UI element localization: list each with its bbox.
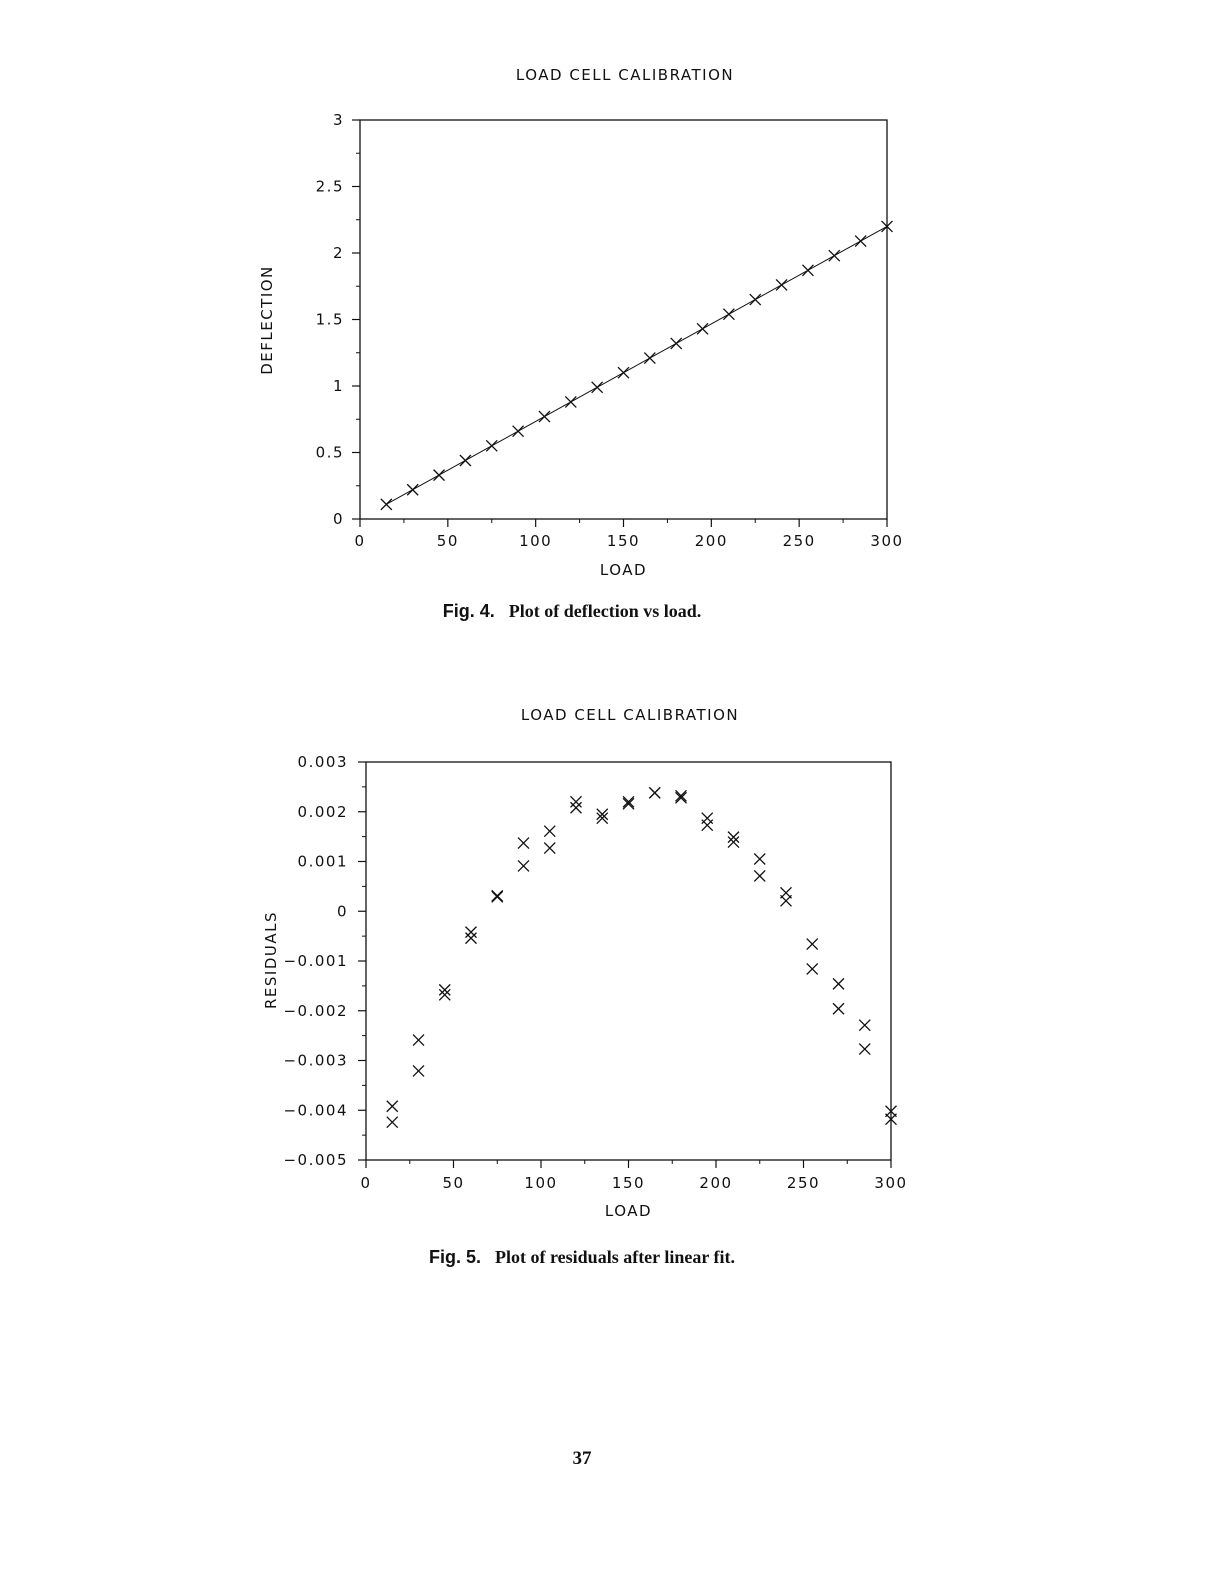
data-point-x-marker xyxy=(539,411,550,422)
data-point-x-marker xyxy=(439,989,450,1000)
y-axis-label: DEFLECTION xyxy=(258,265,276,375)
x-tick-label: 250 xyxy=(786,1174,821,1192)
x-tick-label: 100 xyxy=(519,532,553,550)
data-point-x-marker xyxy=(833,978,844,989)
y-tick-label: 0.002 xyxy=(297,802,348,821)
plot-frame xyxy=(360,120,887,519)
y-tick-label: 0.003 xyxy=(297,753,348,771)
figure-5-label: Fig. 5. xyxy=(429,1247,482,1267)
data-point-x-marker xyxy=(413,1065,424,1076)
x-tick-label: 50 xyxy=(442,1174,465,1192)
x-tick-label: 200 xyxy=(694,532,728,550)
y-tick-label: 0 xyxy=(332,510,344,528)
data-point-x-marker xyxy=(697,323,708,334)
x-tick-label: 150 xyxy=(606,532,641,550)
data-point-x-marker xyxy=(492,891,503,902)
chart-2 xyxy=(262,706,908,1220)
x-tick-label: 250 xyxy=(782,532,816,550)
data-point-x-marker xyxy=(676,790,687,801)
x-tick-label: 50 xyxy=(436,532,459,550)
data-point-x-marker xyxy=(829,250,840,261)
data-point-x-marker xyxy=(859,1020,870,1031)
chart-title: LOAD CELL CALIBRATION xyxy=(520,706,740,724)
y-tick-label: −0.002 xyxy=(283,1001,348,1020)
data-point-x-marker xyxy=(592,382,603,393)
data-point-x-marker xyxy=(723,309,734,320)
figure-4-label: Fig. 4. xyxy=(442,601,495,621)
data-point-x-marker xyxy=(439,984,450,995)
y-tick-label: −0.003 xyxy=(283,1051,348,1070)
data-point-x-marker xyxy=(381,499,392,510)
y-axis-label: RESIDUALS xyxy=(262,910,280,1010)
y-tick-label: 0.001 xyxy=(297,852,348,871)
data-point-x-marker xyxy=(623,798,634,809)
data-point-x-marker xyxy=(776,279,787,290)
y-tick-label: −0.001 xyxy=(283,952,348,970)
y-tick-label: 1 xyxy=(332,377,344,395)
x-tick-label: 0 xyxy=(360,1174,372,1192)
data-point-x-marker xyxy=(571,796,582,807)
data-point-x-marker xyxy=(807,963,818,974)
data-point-x-marker xyxy=(754,854,765,865)
x-tick-label: 300 xyxy=(874,1174,908,1192)
data-point-x-marker xyxy=(387,1117,398,1128)
data-point-x-marker xyxy=(618,367,629,378)
data-point-x-marker xyxy=(460,455,471,466)
x-axis-label: LOAD xyxy=(599,561,648,579)
data-point-x-marker xyxy=(565,396,576,407)
data-point-x-marker xyxy=(676,792,687,803)
data-point-x-marker xyxy=(571,802,582,813)
figure-4-caption xyxy=(443,601,702,622)
data-point-x-marker xyxy=(754,870,765,881)
series-line xyxy=(386,226,887,504)
y-tick-label: 0 xyxy=(336,902,348,921)
y-tick-label: 1.5 xyxy=(315,310,344,329)
data-point-x-marker xyxy=(466,927,477,938)
data-point-x-marker xyxy=(518,838,529,849)
data-point-x-marker xyxy=(492,890,503,901)
x-tick-label: 200 xyxy=(699,1174,733,1192)
data-point-x-marker xyxy=(649,787,660,798)
y-tick-label: 2 xyxy=(332,244,344,262)
y-tick-label: −0.004 xyxy=(283,1101,348,1120)
data-point-x-marker xyxy=(413,1035,424,1046)
data-point-x-marker xyxy=(513,426,524,437)
data-point-x-marker xyxy=(544,843,555,854)
data-point-x-marker xyxy=(486,440,497,451)
figure-4-caption-text: Plot of deflection vs load. xyxy=(508,601,702,621)
data-point-x-marker xyxy=(466,933,477,944)
y-tick-label: 0.5 xyxy=(315,443,344,462)
y-tick-label: 2.5 xyxy=(315,177,344,196)
x-tick-label: 300 xyxy=(870,532,904,550)
data-point-x-marker xyxy=(807,939,818,950)
x-tick-label: 100 xyxy=(524,1174,558,1192)
data-point-x-marker xyxy=(728,832,739,843)
plot-frame xyxy=(366,762,891,1160)
data-point-x-marker xyxy=(518,860,529,871)
figure-5-caption xyxy=(429,1247,735,1268)
chart-title: LOAD CELL CALIBRATION xyxy=(515,66,735,84)
x-tick-label: 150 xyxy=(611,1174,646,1192)
data-point-x-marker xyxy=(434,470,445,481)
data-point-x-marker xyxy=(702,820,713,831)
figure-5-caption-text: Plot of residuals after linear fit. xyxy=(495,1247,735,1267)
x-axis-label: LOAD xyxy=(604,1202,653,1220)
y-tick-label: −0.005 xyxy=(283,1151,348,1169)
data-point-x-marker xyxy=(544,826,555,837)
data-point-x-marker xyxy=(833,1003,844,1014)
data-point-x-marker xyxy=(623,796,634,807)
data-point-x-marker xyxy=(859,1044,870,1055)
x-tick-label: 0 xyxy=(354,532,366,550)
chart-1 xyxy=(258,66,904,579)
y-tick-label: 3 xyxy=(332,111,344,129)
data-point-x-marker xyxy=(781,895,792,906)
data-point-x-marker xyxy=(407,484,418,495)
data-point-x-marker xyxy=(802,265,813,276)
data-point-x-marker xyxy=(750,294,761,305)
data-point-x-marker xyxy=(855,236,866,247)
data-point-x-marker xyxy=(728,837,739,848)
page-number: 37 xyxy=(572,1448,592,1469)
data-point-x-marker xyxy=(644,353,655,364)
data-point-x-marker xyxy=(387,1101,398,1112)
data-point-x-marker xyxy=(671,338,682,349)
